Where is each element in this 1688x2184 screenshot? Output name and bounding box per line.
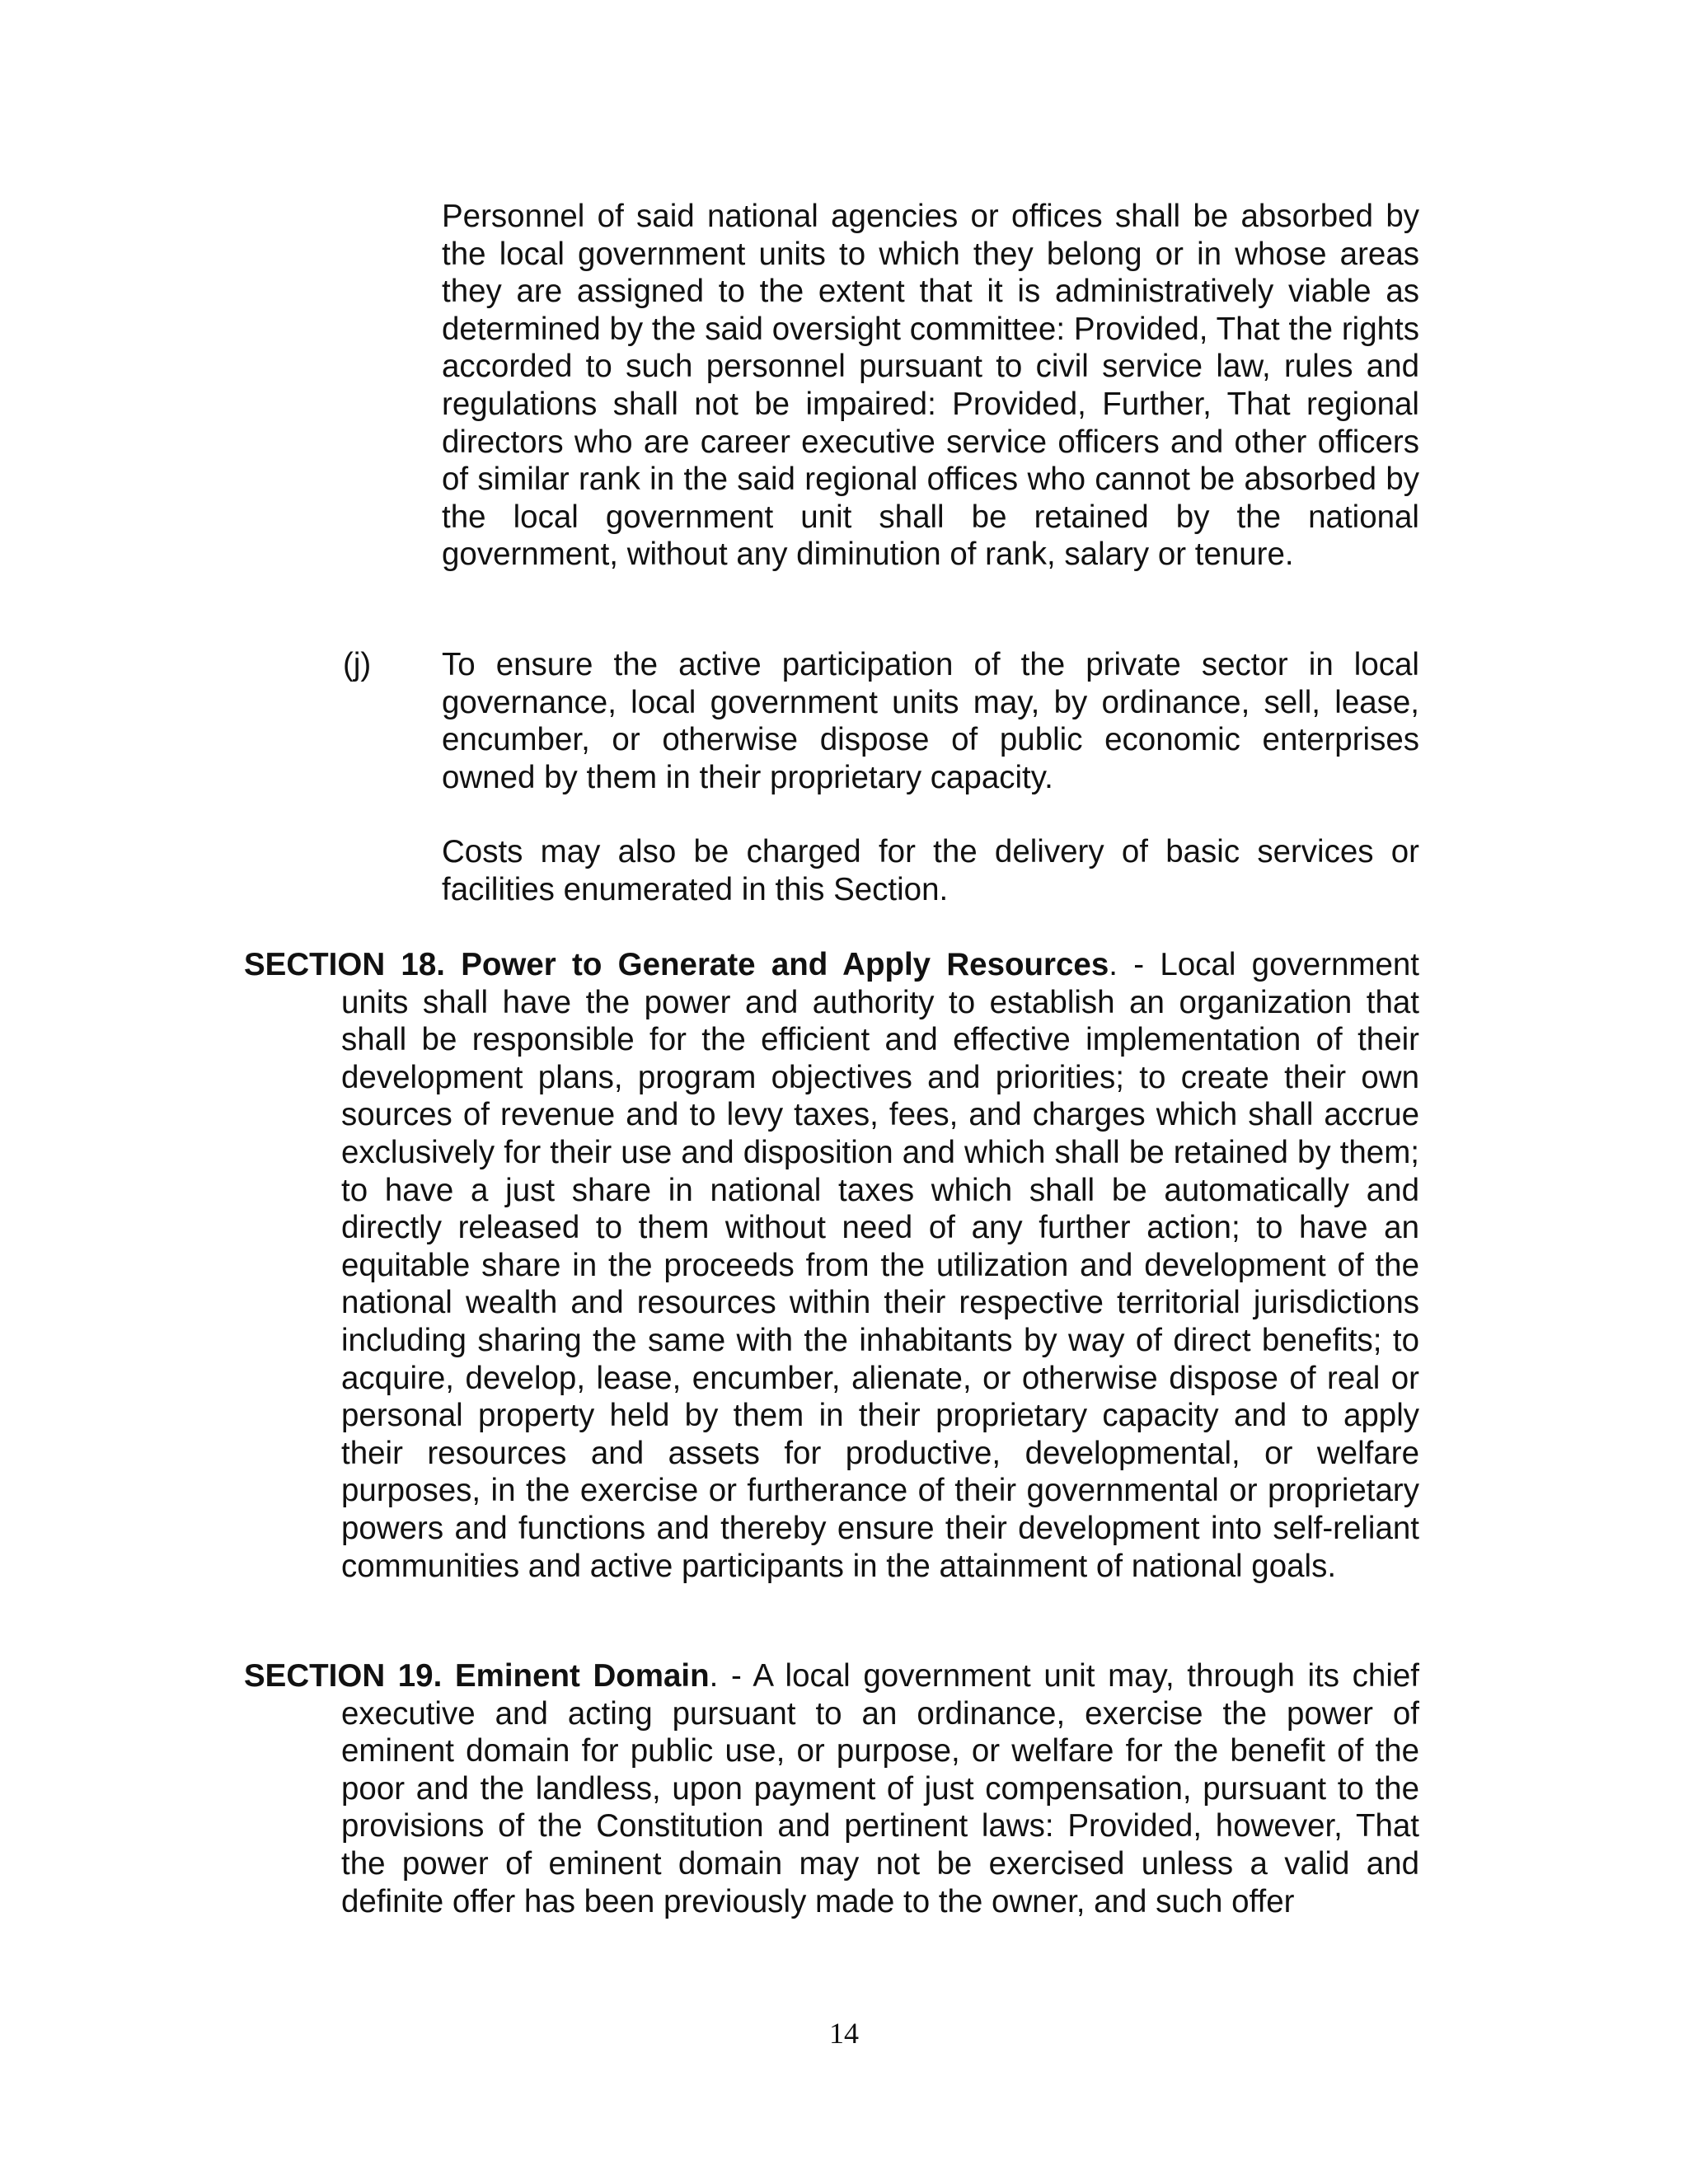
paragraph-costs: Costs may also be charged for the delivery of basic services or facilities enumerated in this Section.: [442, 834, 1419, 907]
section-18: [244, 946, 1419, 1585]
section-18-body: . - Local government units shall have the power and authority to establish an organization that shall be responsible for the efficient and effective implementation of their development plans, program objectives and priorities; to create their own sources of revenue and to levy taxes, fees, and charges which shall accrue exclusively for their use and disposition and which shall be retained by them; to have a just share in national taxes which shall be automatically and directly released to them without need of any further action; to have an equitable share in the proceeds from the utilization and development of the national wealth and resources within their respective territorial jurisdictions including sharing the same with the inhabitants by way of direct benefits; to acquire, develop, lease, encumber, alienate, or otherwise dispose of real or personal property held by them in their proprietary capacity and to apply their resources and assets for productive, developmental, or welfare purposes, in the exercise or furtherance of their governmental or proprietary powers and functions and thereby ensure their development into self-reliant communities and active participants in the attainment of national goals.: [341, 947, 1419, 1584]
list-item-label-j: (j): [343, 647, 372, 682]
section-19-body: . - A local government unit may, through its chief executive and acting pursuant to an ordinance, exercise the power of eminent domain for public use, or purpose, or welfare for the benefit of the poor and the landless, upon payment of just compensation, pursuant to the provisions of the Constitution and pertinent laws: Provided, however, That the power of eminent domain may not be exercised unless a valid and definite offer has been previously made to the owner, and such offer: [341, 1658, 1419, 1919]
section-19: [244, 1657, 1419, 1920]
section-19-title: SECTION 19. Eminent Domain: [244, 1658, 710, 1694]
list-item-j-text: To ensure the active participation of the private sector in local governance, local government units may, by ordinance, sell, lease, encumber, or otherwise dispose of public economic enterprises owned by them in their proprietary capacity.: [442, 647, 1419, 795]
page-number: 14: [829, 2017, 859, 2050]
paragraph-personnel-absorption: Personnel of said national agencies or offices shall be absorbed by the local government units to which they belong or in whose areas they are assigned to the extent that it is administratively viable as determined by the said oversight committee: Provided, That the rights accorded to such personnel pursuant to civil service law, rules and regulations shall not be impaired: Provided, Further, That regional directors who are career executive service officers and other officers of similar rank in the said regional offices who cannot be absorbed by the local government unit shall be retained by the national government, without any diminution of rank, salary or tenure.: [442, 199, 1419, 573]
section-18-title: SECTION 18. Power to Generate and Apply Resources: [244, 947, 1109, 982]
